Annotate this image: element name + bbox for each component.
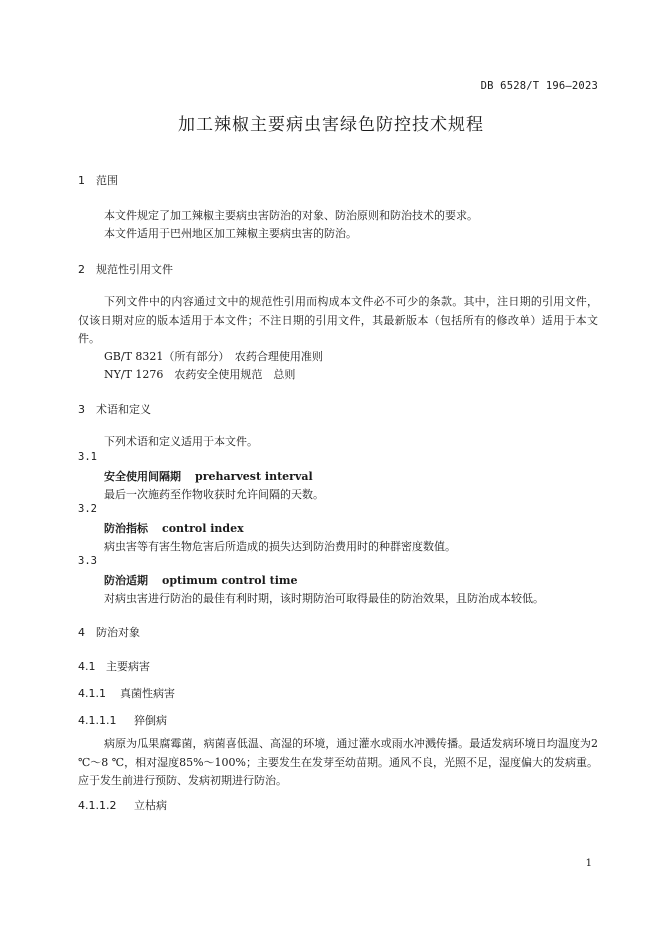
section-title: 立枯病 xyxy=(134,799,167,812)
section-4-heading xyxy=(78,624,140,640)
section-title: 真菌性病害 xyxy=(120,687,175,700)
paragraph: 病原为瓜果腐霉菌，病菌喜低温、高湿的环境，通过灌水或雨水冲溅传播。最适发病环境日均温度为2 ℃～8 ℃，相对湿度85%～100%；主要发生在发芽至幼苗期。通风不良，光照不足，湿度偏大的发病重。应于发生前进行预防、发病初期进行防治。 xyxy=(78,737,598,787)
normative-reference: GB/T 8321（所有部分） 农药合理使用准则 xyxy=(104,350,323,363)
paragraph: 本文件适用于巴州地区加工辣椒主要病虫害的防治。 xyxy=(104,227,357,240)
term-title xyxy=(104,468,313,484)
section-number: 4 xyxy=(78,626,85,639)
term-definition: 病虫害等有害生物危害后所造成的损失达到防治费用时的种群密度数值。 xyxy=(104,540,456,553)
paragraph: 本文件规定了加工辣椒主要病虫害防治的对象、防治原则和防治技术的要求。 xyxy=(104,209,478,222)
term-number: 3.3 xyxy=(78,555,97,567)
section-number: 3 xyxy=(78,403,85,416)
term-definition: 对病虫害进行防治的最佳有利时期，该时期防治可取得最佳的防治效果，且防治成本较低。 xyxy=(104,592,544,605)
section-title: 术语和定义 xyxy=(96,403,151,416)
section-title: 范围 xyxy=(96,174,118,187)
section-number: 4.1.1.1 xyxy=(78,714,117,727)
term-en: optimum control time xyxy=(162,574,298,587)
section-1-heading xyxy=(78,172,118,188)
section-number: 4.1.1 xyxy=(78,687,106,700)
term-zh: 防治适期 xyxy=(104,574,148,587)
subsection-4-1-heading xyxy=(78,658,150,674)
page-number: 1 xyxy=(585,858,592,869)
subsection-4-1-1-2-heading xyxy=(78,797,167,813)
normative-reference: NY/T 1276 农药安全使用规范 总则 xyxy=(104,368,296,381)
term-title xyxy=(104,572,298,588)
section-3-heading xyxy=(78,401,151,417)
section-title: 防治对象 xyxy=(96,626,140,639)
section-title: 主要病害 xyxy=(106,660,150,673)
page-title: 加工辣椒主要病虫害绿色防控技术规程 xyxy=(178,115,484,135)
term-zh: 防治指标 xyxy=(104,522,148,535)
term-title xyxy=(104,520,244,536)
term-en: preharvest interval xyxy=(195,470,313,483)
section-number: 4.1.1.2 xyxy=(78,799,117,812)
section-number: 2 xyxy=(78,263,85,276)
term-number: 3.2 xyxy=(78,503,97,515)
subsection-4-1-1-heading xyxy=(78,685,175,701)
paragraph: 下列文件中的内容通过文中的规范性引用而构成本文件必不可少的条款。其中，注日期的引用文件，仅该日期对应的版本适用于本文件；不注日期的引用文件，其最新版本（包括所有的修改单）适用于本文件。 xyxy=(78,295,598,345)
section-number: 1 xyxy=(78,174,85,187)
term-definition: 最后一次施药至作物收获时允许间隔的天数。 xyxy=(104,488,324,501)
term-number: 3.1 xyxy=(78,451,97,463)
section-2-heading xyxy=(78,261,173,277)
section-title: 猝倒病 xyxy=(134,714,167,727)
paragraph: 下列术语和定义适用于本文件。 xyxy=(104,435,258,448)
term-en: control index xyxy=(162,522,244,535)
term-zh: 安全使用间隔期 xyxy=(104,470,181,483)
document-id: DB 6528/T 196—2023 xyxy=(480,80,598,92)
subsection-4-1-1-1-heading xyxy=(78,712,167,728)
section-number: 4.1 xyxy=(78,660,96,673)
section-title: 规范性引用文件 xyxy=(96,263,173,276)
